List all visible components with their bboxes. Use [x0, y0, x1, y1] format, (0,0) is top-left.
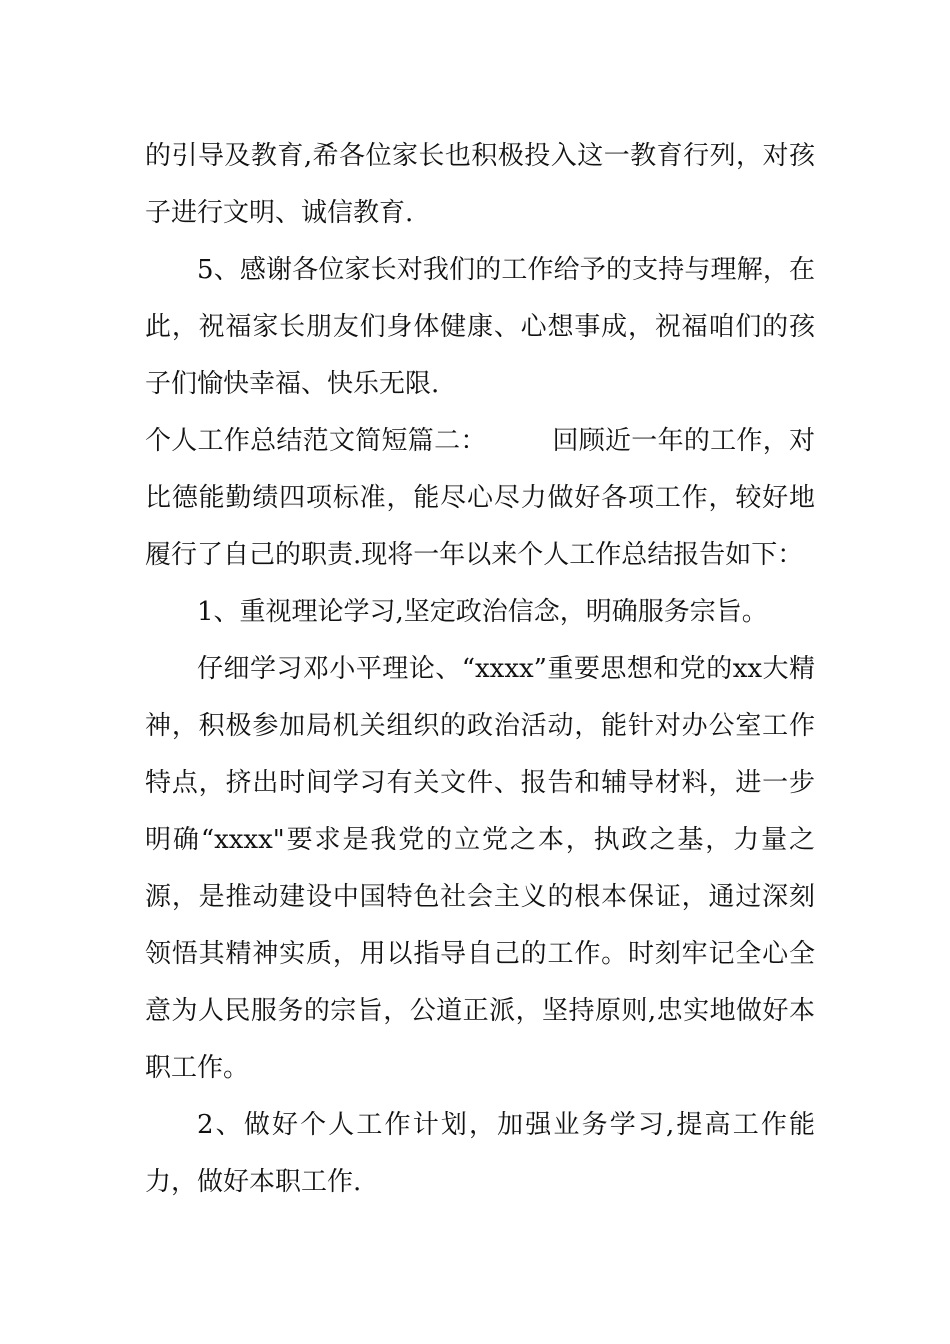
paragraph-6: 2、做好个人工作计划，加强业务学习,提高工作能力，做好本职工作.	[145, 1110, 815, 1197]
paragraph-2: 5、感谢各位家长对我们的工作给予的支持与理解，在此，祝福家长朋友们身体健康、心想事成，祝福咱们的孩子们愉快幸福、快乐无限.	[145, 255, 815, 399]
paragraph-3: 个人工作总结范文简短篇二： 回顾近一年的工作，对比德能勤绩四项标准，能尽心尽力做好各项工作，较好地履行了自己的职责.现将一年以来个人工作总结报告如下：	[145, 426, 815, 570]
paragraph-1: 的引导及教育,希各位家长也积极投入这一教育行列，对孩子进行文明、诚信教育.	[145, 141, 815, 228]
document-body	[145, 128, 815, 1211]
paragraph-5: 仔细学习邓小平理论、“xxxx”重要思想和党的xx大精神，积极参加局机关组织的政治活动，能针对办公室工作特点，挤出时间学习有关文件、报告和辅导材料，进一步明确“xxxx"要求是我党的立党之本，执政之基，力量之源，是推动建设中国特色社会主义的根本保证，通过深刻领悟其精神实质，用以指导自己的工作。时刻牢记全心全意为人民服务的宗旨，公道正派，坚持原则,忠实地做好本职工作。	[145, 654, 815, 1083]
paragraph-4: 1、重视理论学习,坚定政治信念，明确服务宗旨。	[197, 597, 768, 627]
